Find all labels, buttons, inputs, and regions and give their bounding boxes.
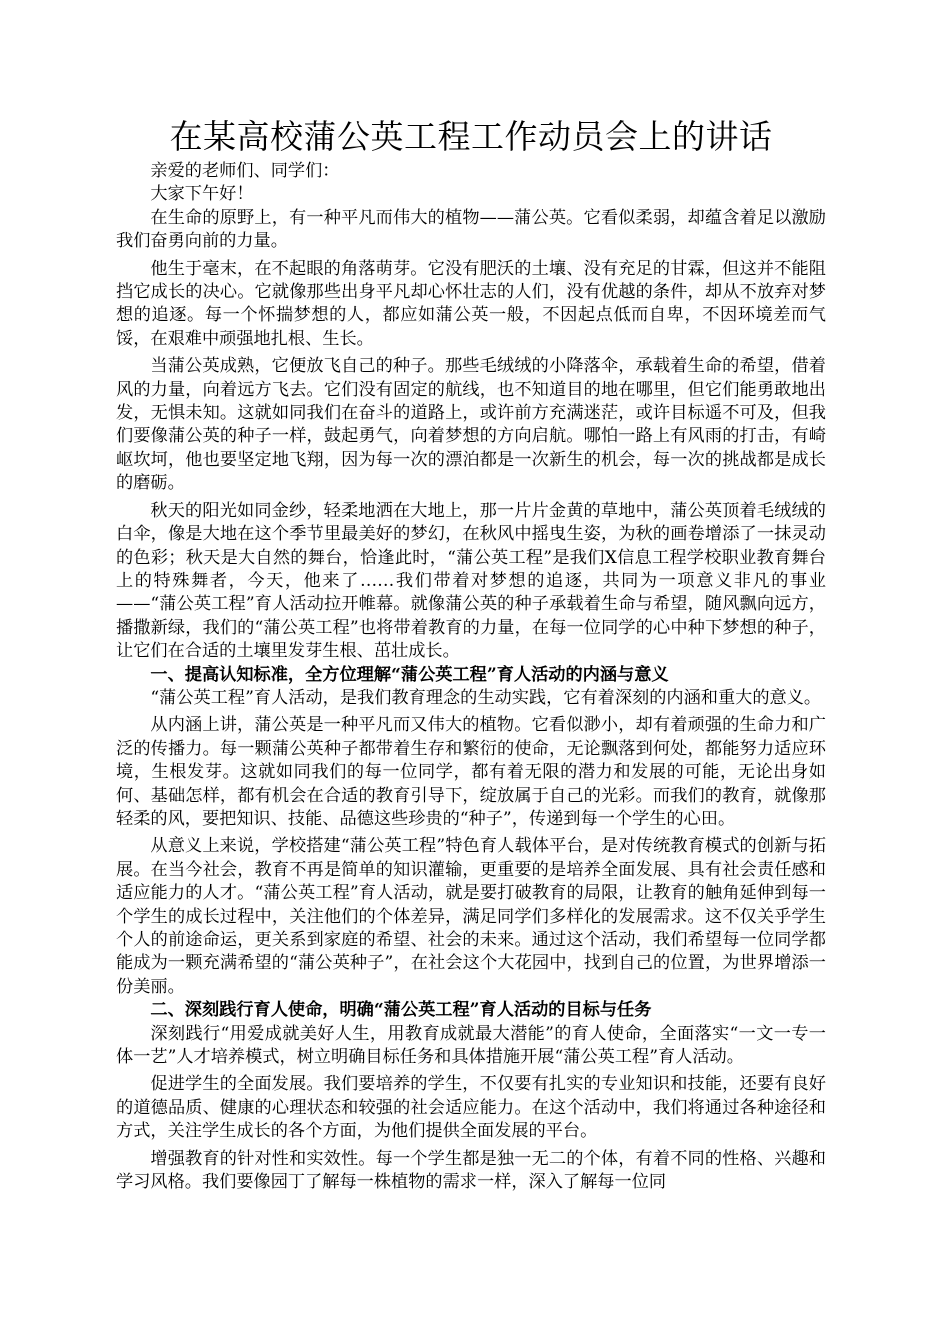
paragraph-3: 当蒲公英成熟，它便放飞自己的种子。那些毛绒绒的小降落伞，承载着生命的希望，借着风的力量，向着远方飞去。它们没有固定的航线，也不知道目的地在哪里，但它们能勇敢地出发，无惧未知。这就如同我们在奋斗的道路上，或许前方充满迷茫，或许目标遥不可及，但我们要像蒲公英的种子一样，鼓起勇气，向着梦想的方向启航。哪怕一路上有风雨的打击，有崎岖坎坷，他也要坚定地飞翔，因为每一次的漂泊都是一次新生的机会，每一次的挑战都是成长的磨砺。	[116, 356, 826, 494]
section-heading-1: 一、提高认知标准，全方位理解“蒲公英工程”育人活动的内涵与意义	[150, 664, 669, 685]
paragraph-8: 深刻践行“用爱成就美好人生，用教育成就最大潜能”的育人使命，全面落实“一文一专一体一艺”人才培养模式，树立明确目标任务和具体措施开展“蒲公英工程”育人活动。	[116, 1023, 826, 1068]
paragraph-9: 促进学生的全面发展。我们要培养的学生，不仅要有扎实的专业知识和技能，还要有良好的道德品质、健康的心理状态和较强的社会适应能力。在这个活动中，我们将通过各种途径和方式，关注学生成长的各个方面，为他们提供全面发展的平台。	[116, 1074, 826, 1142]
page-title: 在某高校蒲公英工程工作动员会上的讲话	[169, 117, 773, 156]
section-heading-2: 二、深刻践行育人使命，明确“蒲公英工程”育人活动的目标与任务	[150, 1000, 652, 1021]
document-page	[116, 114, 826, 1194]
greeting-teachers: 亲爱的老师们、同学们：	[150, 161, 340, 181]
paragraph-10: 增强教育的针对性和实效性。每一个学生都是独一无二的个体，有着不同的性格、兴趣和学习风格。我们要像园丁了解每一株植物的需求一样，深入了解每一位同	[116, 1148, 826, 1193]
paragraph-7: 从意义上来说，学校搭建“蒲公英工程”特色育人载体平台，是对传统教育模式的创新与拓展。在当今社会，教育不再是简单的知识灌输，更重要的是培养全面发展、具有社会责任感和适应能力的人才。“蒲公英工程”育人活动，就是要打破教育的局限，让教育的触角延伸到每一个学生的成长过程中，关注他们的个体差异，满足同学们多样化的发展需求。这不仅关乎学生个人的前途命运，更关系到家庭的希望、社会的未来。通过这个活动，我们希望每一位同学都能成为一颗充满希望的“蒲公英种子”，在社会这个大花园中，找到自己的位置，为世界增添一份美丽。	[116, 836, 826, 997]
paragraph-5: “蒲公英工程”育人活动，是我们教育理念的生动实践，它有着深刻的内涵和重大的意义。	[150, 687, 822, 708]
greeting-afternoon: 大家下午好！	[150, 184, 254, 205]
paragraph-2: 他生于毫末，在不起眼的角落萌芽。它没有肥沃的土壤、没有充足的甘霖，但这并不能阻挡它成长的决心。它就像那些出身平凡却心怀壮志的人们，没有优越的条件，却从不放弃对梦想的追逐。每一个怀揣梦想的人，都应如蒲公英一般，不因起点低而自卑，不因环境差而气馁，在艰难中顽强地扎根、生长。	[116, 258, 826, 349]
paragraph-1: 在生命的原野上，有一种平凡而伟大的植物——蒲公英。它看似柔弱，却蕴含着足以激励我们奋勇向前的力量。	[116, 207, 826, 252]
paragraph-6: 从内涵上讲，蒲公英是一种平凡而又伟大的植物。它看似渺小，却有着顽强的生命力和广泛的传播力。每一颗蒲公英种子都带着生存和繁衍的使命，无论飘落到何处，都能努力适应环境，生根发芽。这就如同我们的每一位同学，都有着无限的潜力和发展的可能，无论出身如何、基础怎样，都有机会在合适的教育引导下，绽放属于自己的光彩。而我们的教育，就像那轻柔的风，要把知识、技能、品德这些珍贵的“种子”，传递到每一个学生的心田。	[116, 715, 826, 829]
paragraph-4: 秋天的阳光如同金纱，轻柔地洒在大地上，那一片片金黄的草地中，蒲公英顶着毛绒绒的白伞，像是大地在这个季节里最美好的梦幻，在秋风中摇曳生姿，为秋的画卷增添了一抹灵动的色彩；秋天是大自然的舞台，恰逢此时，“蒲公英工程”是我们X信息工程学校职业教育舞台上的特殊舞者，今天，他来了……我们带着对梦想的追逐，共同为一项意义非凡的事业——“蒲公英工程”育人活动拉开帷幕。就像蒲公英的种子承载着生命与希望，随风飘向远方，播撒新绿，我们的“蒲公英工程”也将带着教育的力量，在每一位同学的心中种下梦想的种子，让它们在合适的土壤里发芽生根、茁壮成长。	[116, 500, 826, 662]
